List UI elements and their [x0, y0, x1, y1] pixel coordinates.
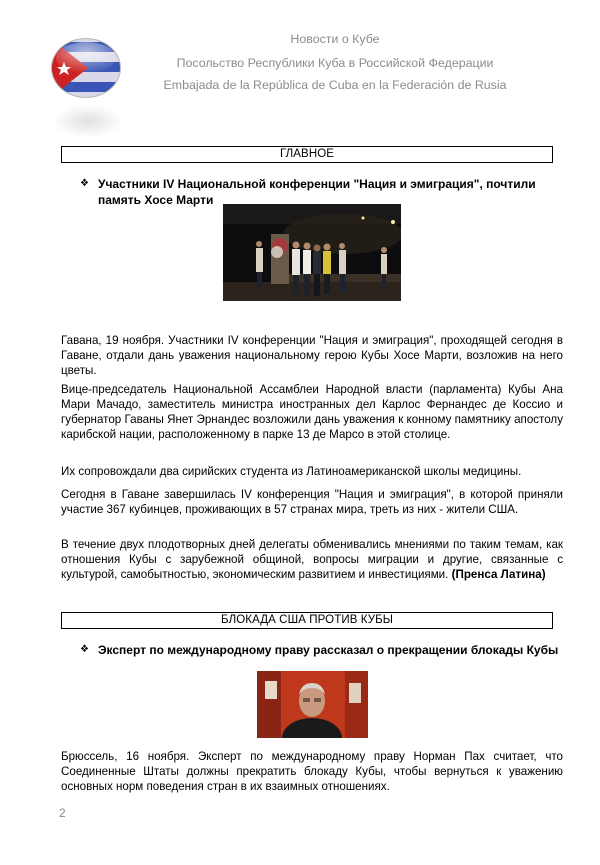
section-title-main: ГЛАВНОЕ [61, 146, 553, 163]
section-title-blockade: БЛОКАДА США ПРОТИВ КУБЫ [61, 612, 553, 629]
article-paragraph: Брюссель, 16 ноября. Эксперт по международному праву Норман Пах считает, что Соединенные Штаты должны прекратить блокаду Кубы, чтобы вернуться к уважению основных норм поведения стран в их взаимных отношениях. [61, 750, 563, 793]
article-paragraph: Их сопровождали два сирийских студента из Латиноамериканской школы медицины. [61, 465, 522, 478]
logo-reflection [52, 104, 124, 138]
memorial-ceremony-photo [223, 204, 401, 301]
expert-portrait-photo [257, 671, 368, 738]
article-headline[interactable]: Эксперт по международному праву рассказал о прекращении блокады Кубы [98, 643, 559, 657]
diamond-bullet-icon: ❖ [80, 644, 89, 655]
article-paragraph-text: В течение двух плодотворных дней делегаты обменивались мнениями по таким темам, как отношения Кубы с зарубежной общиной, вопросы миграции и другие, связанные с культурой, самобытностью, экономическим развитием и инвестициями. [61, 538, 563, 581]
article-paragraph: Вице-председатель Национальной Ассамблеи Народной власти (парламента) Кубы Ана Мари Мачадо, заместитель министра иностранных дел Карлос Фернандес де Коссио и губернатор Гаваны Янет Эрнандес возложили дань уважения к конному памятнику апостолу карибской нации, расположенному в парке 13 де Марсо в этой столице. [61, 383, 563, 441]
page-number: 2 [59, 806, 66, 820]
article-headline[interactable]: Участники IV Национальной конференции "Нация и эмиграция", почтили память Хосе Марти [98, 177, 536, 207]
embassy-name-ru: Посольство Республики Куба в Российской Федерации [176, 56, 494, 70]
embassy-name-es: Embajada de la República de Cuba en la Federación de Rusia [163, 78, 507, 92]
cuba-flag-logo [50, 36, 122, 100]
newsletter-title: Новости о Кубе [290, 32, 380, 46]
article-paragraph: Сегодня в Гаване завершилась IV конференция "Нация и эмиграция", в которой приняли участие 367 кубинцев, проживающих в 57 странах мира, треть из них - жители США. [61, 488, 563, 516]
diamond-bullet-icon: ❖ [80, 178, 89, 189]
news-source: (Пренса Латина) [451, 568, 546, 581]
article-paragraph: Гавана, 19 ноября. Участники IV конференции "Нация и эмиграция", проходящей сегодня в Гаване, отдали дань уважения национальному герою Кубы Хосе Марти, возложив на него цветы. [61, 334, 563, 377]
article-paragraph [61, 537, 563, 582]
